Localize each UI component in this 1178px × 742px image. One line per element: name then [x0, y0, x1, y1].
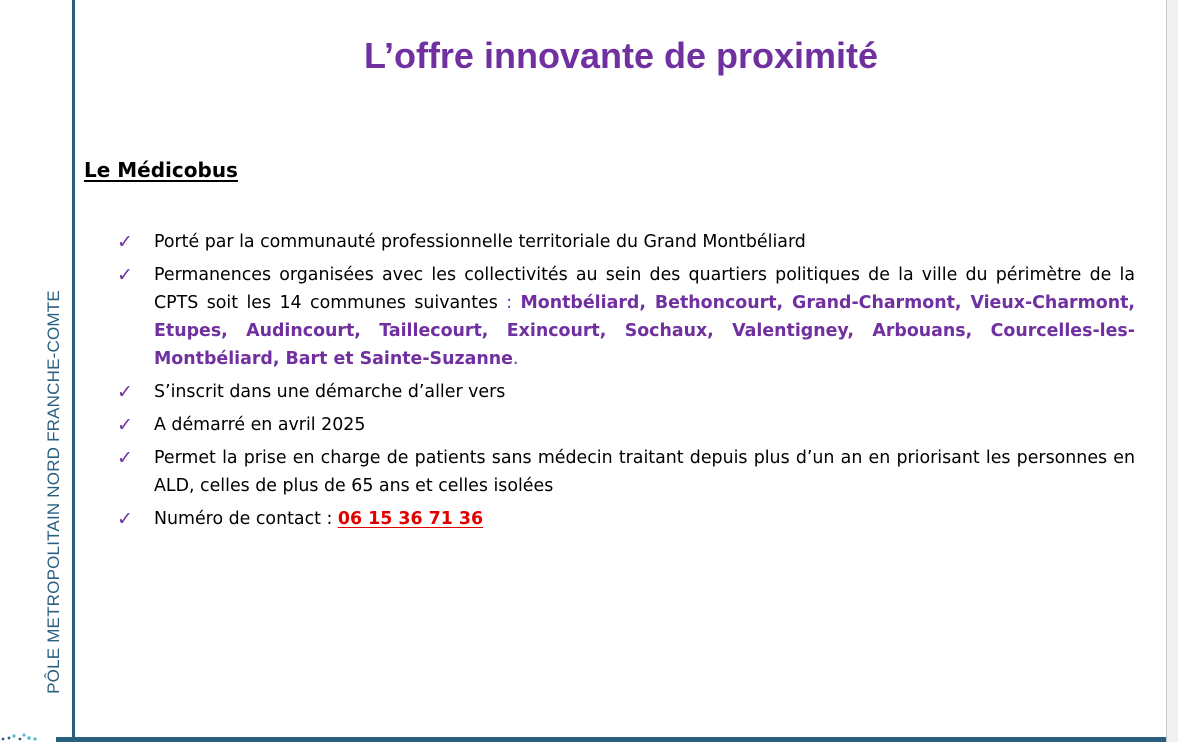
list-item: [117, 261, 1135, 373]
bullet-text: S’inscrit dans une démarche d’aller vers: [154, 382, 506, 402]
bottom-horizontal-rule: [56, 737, 1166, 742]
check-mark-icon: ✓: [117, 264, 133, 286]
check-mark-icon: ✓: [117, 414, 133, 436]
check-mark-icon: ✓: [117, 447, 133, 469]
check-mark-icon: ✓: [117, 231, 133, 253]
bullet-text: Permet la prise en charge de patients sans médecin traitant depuis plus d’un an en priorisant les personnes en ALD, celles de plus de 65 ans et celles isolées: [154, 448, 1135, 496]
check-mark-icon: ✓: [117, 381, 133, 403]
communes-list: Montbéliard, Bethoncourt, Grand-Charmont, Vieux-Charmont, Etupes, Audincourt, Taillecourt, Exincourt, Sochaux, Valentigney, Arbouans, Courcelles-les-Montbéliard, Bart et Sainte-Suzanne: [154, 293, 1135, 369]
window-gutter: [1167, 0, 1178, 742]
list-item: [117, 411, 1135, 439]
page-title: L’offre innovante de proximité: [363, 35, 879, 76]
bullet-text: A démarré en avril 2025: [154, 415, 366, 435]
phone-number-link[interactable]: 06 15 36 71 36: [337, 509, 484, 529]
check-mark-icon: ✓: [117, 508, 133, 530]
left-vertical-rule: [72, 0, 75, 742]
bullet-text: Porté par la communauté professionnelle territoriale du Grand Montbéliard: [154, 232, 806, 252]
list-item: [117, 228, 1135, 256]
bullet-colon: :: [506, 293, 513, 313]
list-item: [117, 505, 1135, 533]
contact-label: Numéro de contact :: [154, 509, 338, 529]
section-heading: Le Médicobus: [84, 158, 238, 182]
bullet-list: [117, 228, 1135, 538]
bullet-text: Permanences organisées avec les collectivités au sein des quartiers politiques de la ville du périmètre de la CPTS soit les 14 communes suivantes: [154, 265, 1135, 313]
list-item: [117, 378, 1135, 406]
list-item: [117, 444, 1135, 500]
bullet-end: .: [512, 349, 519, 369]
logo-dots-icon: [0, 728, 40, 742]
side-banner: PÔLE METROPOLITAIN NORD FRANCHE-COMTE: [44, 290, 63, 694]
